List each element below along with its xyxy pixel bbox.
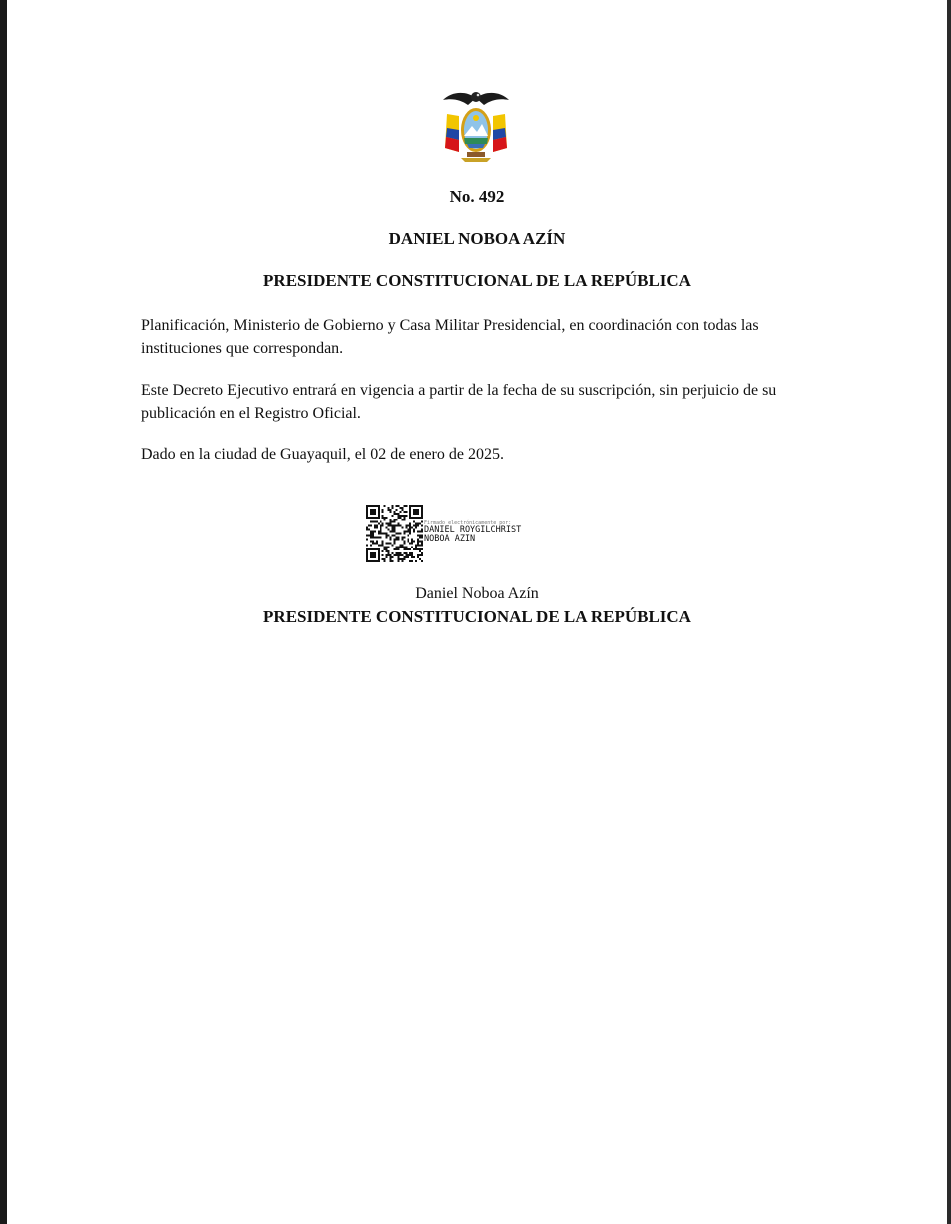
signature-name-line-2: NOBOA AZIN [424, 534, 476, 544]
document-page [7, 0, 947, 1224]
president-name: DANIEL NOBOA AZÍN [388, 229, 566, 248]
paragraph-date-place: Dado en la ciudad de Guayaquil, el 02 de enero de 2025. [141, 446, 504, 463]
signature-caption: Firmado electrónicamente por: [424, 520, 512, 526]
paragraph-validity: Este Decreto Ejecutivo entrará en vigencia a partir de la fecha de su suscripción, sin perjuicio de su publicación en el Registro Oficial. [141, 382, 777, 422]
signer-title: PRESIDENTE CONSTITUCIONAL DE LA REPÚBLICA [263, 607, 691, 626]
signature-qr-code [366, 505, 423, 562]
signer-name: Daniel Noboa Azín [415, 585, 539, 602]
paragraph-coordination: Planificación, Ministerio de Gobierno y Casa Militar Presidencial, en coordinación con todas las instituciones que correspondan. [141, 317, 759, 357]
signature-name-line-1: DANIEL ROYGILCHRIST [424, 525, 522, 535]
window-right-edge [947, 0, 951, 1224]
coat-of-arms-icon [437, 86, 515, 166]
decree-number: No. 492 [449, 187, 505, 206]
window-left-edge [0, 0, 7, 1224]
president-title: PRESIDENTE CONSTITUCIONAL DE LA REPÚBLICA [263, 271, 691, 290]
electronic-signature [424, 520, 521, 544]
